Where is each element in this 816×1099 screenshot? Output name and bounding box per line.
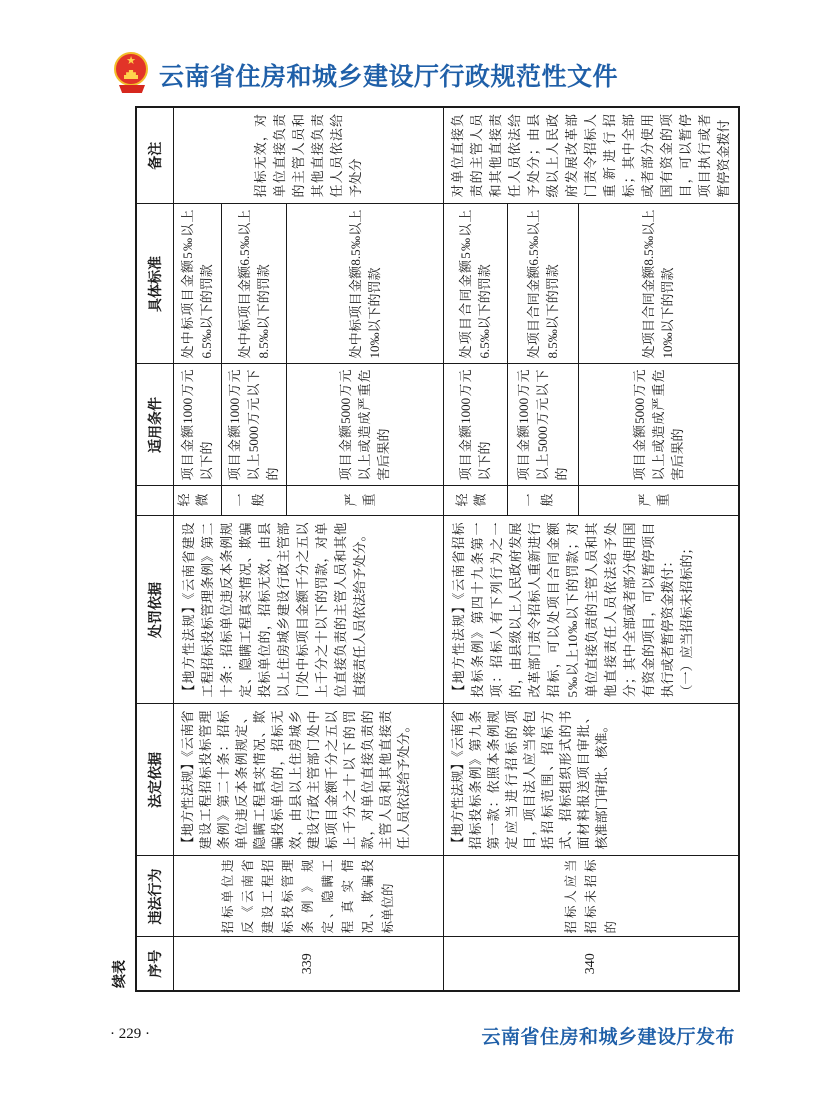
grade-label: 一般 xyxy=(522,493,558,509)
header-shiyong: 适用条件 xyxy=(136,364,173,486)
cell-340-violation: 招标人应当招标未招标的 xyxy=(443,856,739,937)
header-chufa: 处罚依据 xyxy=(136,516,173,704)
cell-339-legal-basis: 【地方性法规】《云南省建设工程招标投标管理条例》第二十条：招标单位违反本条例规定、隐瞒工程真实情况、欺骗投标单位的，招标无效，由县以上住房城乡建设行政主管部门处中标项目金额千分之五以上千分之十以下的罚款，对单位直接负责的主管人员和其他直接责任人员依法给予处分。 xyxy=(173,704,443,856)
cell-339-condition-minor: 项目金额1000万元以下的 xyxy=(173,364,221,486)
table-row xyxy=(173,107,221,991)
table-row xyxy=(443,107,507,991)
penalty-basis-item: （一）应当招标未招标的； xyxy=(678,541,694,698)
cell-340-condition-minor: 项目金额1000万元以下的 xyxy=(443,364,507,486)
cell-340-standard-minor: 处项目合同金额5‰以上6.5‰以下的罚款 xyxy=(443,204,507,364)
emblem-circle-icon xyxy=(114,52,148,86)
cell-339-standard-minor: 处中标项目金额5‰以上6.5‰以下的罚款 xyxy=(173,204,221,364)
cell-340-remark: 对单位直接负责的主管人员和其他直接责任人员依法给予处分；由县级以上人民政府发展改革部门责令招标人重新进行招标；其中全部或者部分使用国有资金的项目，可以暂停项目执行或者暂停资金拨付 xyxy=(443,107,739,204)
grade-label: 轻微 xyxy=(454,493,491,509)
cell-340-legal-basis: 【地方性法规】《云南省招标投标条例》第九条第一款：依照本条例规定应当进行招标的项目，项目法人应当将包括招标范围、招标方式、招标组织形式的书面材料报送项目审批、核准部门审批、核准。 xyxy=(443,704,739,856)
header-beizhu: 备注 xyxy=(136,107,173,204)
rotated-table-area xyxy=(113,108,738,992)
document-title: 云南省住房和城乡建设厅行政规范性文件 xyxy=(159,63,619,91)
grade-label: 严重 xyxy=(344,493,380,509)
emblem-star-icon: ★ xyxy=(126,55,136,67)
continued-table-label: 续表 xyxy=(113,960,128,988)
rotated-table xyxy=(113,108,738,992)
cell-339-condition-general: 项目金额1000万元以上5000万元以下的 xyxy=(221,364,286,486)
emblem-ribbon-icon xyxy=(119,85,145,93)
table-header-row xyxy=(136,107,173,991)
header-weifa: 违法行为 xyxy=(136,856,173,937)
cell-339-violation: 招标单位违反《云南省建设工程招标投标管理条例》规定、隐瞒工程真实情况、欺骗投标单位的 xyxy=(173,856,443,937)
cell-340-grade-general xyxy=(507,486,578,516)
page-number: · 229 · xyxy=(110,1026,150,1042)
cell-339-number: 339 xyxy=(173,937,443,991)
grade-label: 轻微 xyxy=(176,493,213,509)
header-xuhao: 序号 xyxy=(136,937,173,991)
penalty-table xyxy=(135,106,740,992)
penalty-basis-paragraph: 【地方性法规】《云南省招标投标条例》第四十九条第一项：招标人有下列行为之一的，由县级以上人民政府发展改革部门责令招标人重新进行招标，可以处项目合同金额5‰以上10‰以下的罚款；对单位直接负责的主管人员和其他直接责任人员依法给予处分；其中全部或者部分使用国有资金的项目，可以暂停项目执行或者暂停资金拨付： xyxy=(450,522,675,698)
grade-label: 严重 xyxy=(637,493,674,509)
cell-339-penalty-basis: 【地方性法规】《云南省建设工程招标投标管理条例》第二十条：招标单位违反本条例规定、隐瞒工程真实情况、欺骗投标单位的，招标无效，由县以上住房城乡建设行政主管部门处中标项目金额千分之五以上千分之十以下的罚款，对单位直接负责的主管人员和其他直接责任人员依法给予处分。 xyxy=(173,516,443,704)
page-header xyxy=(114,52,618,98)
publisher-label: 云南省住房和城乡建设厅发布 xyxy=(481,1027,735,1048)
cell-339-condition-severe: 项目金额5000万元以上或造成严重危害后果的 xyxy=(286,364,443,486)
cell-340-condition-general: 项目金额1000万元以上5000万元以下的 xyxy=(507,364,578,486)
emblem-gate-icon xyxy=(124,70,138,79)
grade-label: 一般 xyxy=(233,493,269,509)
header-juti: 具体标准 xyxy=(136,204,173,364)
cell-339-standard-general: 处中标项目金额6.5‰以上8.5‰以下的罚款 xyxy=(221,204,286,364)
cell-339-grade-severe xyxy=(286,486,443,516)
cell-339-grade-minor xyxy=(173,486,221,516)
cell-340-standard-severe: 处项目合同金额8.5‰以上10‰以下的罚款 xyxy=(578,204,739,364)
cell-340-standard-general: 处项目合同金额6.5‰以上8.5‰以下的罚款 xyxy=(507,204,578,364)
cell-340-penalty-basis xyxy=(443,516,739,704)
national-emblem-logo xyxy=(114,52,150,98)
header-grade-empty xyxy=(136,486,173,516)
cell-339-standard-severe: 处中标项目金额8.5‰以上10‰以下的罚款 xyxy=(286,204,443,364)
cell-340-number: 340 xyxy=(443,937,739,991)
cell-340-condition-severe: 项目金额5000万元以上或造成严重危害后果的 xyxy=(578,364,739,486)
cell-339-grade-general xyxy=(221,486,286,516)
cell-340-grade-severe xyxy=(578,486,739,516)
cell-340-grade-minor xyxy=(443,486,507,516)
header-fading: 法定依据 xyxy=(136,704,173,856)
cell-339-remark: 招标无效，对单位直接负责的主管人员和其他直接负责任人员依法给予处分 xyxy=(173,107,443,204)
